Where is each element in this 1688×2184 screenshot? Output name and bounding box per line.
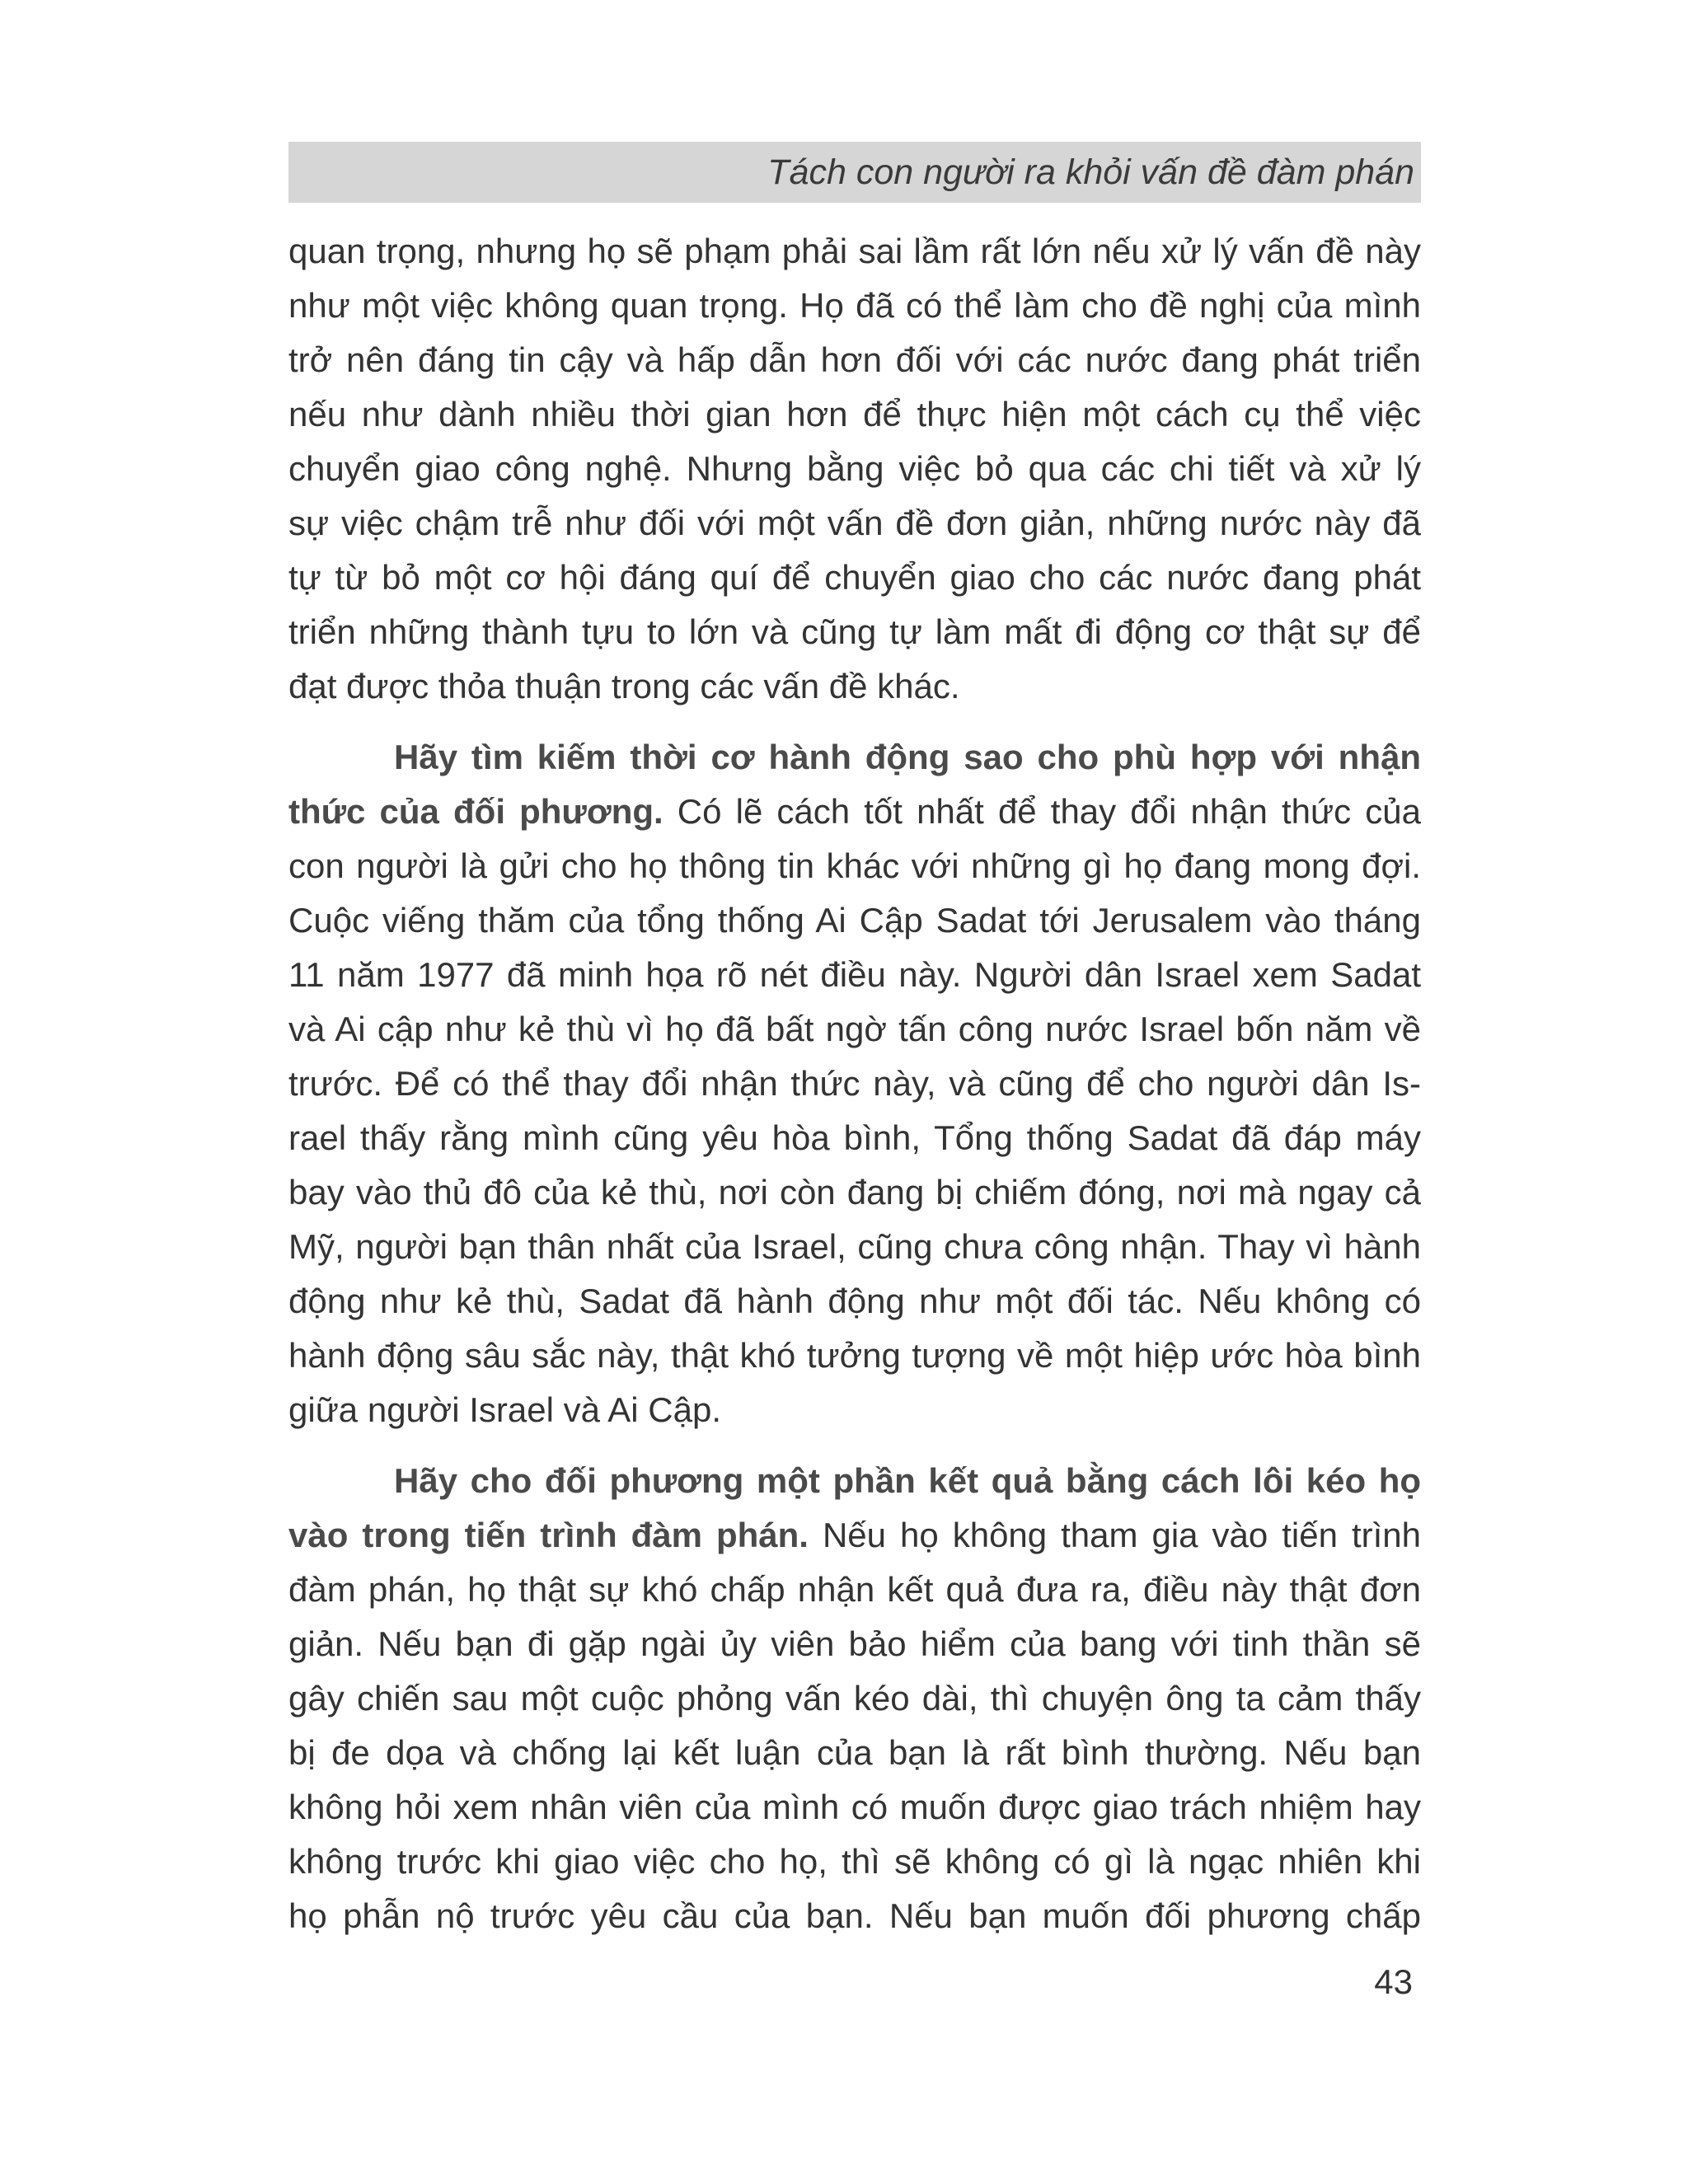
- paragraph-line: triển những thành tựu to lớn và cũng tự làm mất đi động cơ thật sự để: [288, 612, 1421, 651]
- paragraph-text: Nếu họ không tham gia vào tiến trình: [808, 1516, 1421, 1554]
- paragraph-line: [288, 1508, 1421, 1563]
- paragraph-line: họ phẫn nộ trước yêu cầu của bạn. Nếu bạn muốn đối phương chấp: [288, 1896, 1421, 1935]
- running-header: [288, 142, 1421, 203]
- body-text: [288, 224, 1421, 1943]
- paragraph-line: giản. Nếu bạn đi gặp ngài ủy viên bảo hiểm của bang với tinh thần sẽ: [288, 1624, 1421, 1663]
- paragraph-line: trở nên đáng tin cậy và hấp dẫn hơn đối với các nước đang phát triển: [288, 340, 1421, 379]
- paragraph-line: quan trọng, nhưng họ sẽ phạm phải sai lầm rất lớn nếu xử lý vấn đề này: [288, 232, 1421, 270]
- paragraph-line: đàm phán, họ thật sự khó chấp nhận kết quả đưa ra, điều này thật đơn: [288, 1570, 1421, 1609]
- paragraph-line: trước. Để có thể thay đổi nhận thức này, và cũng để cho người dân Is-: [288, 1064, 1421, 1103]
- paragraph-text: Có lẽ cách tốt nhất để thay đổi nhận thức của: [663, 792, 1421, 831]
- paragraph-gap: [288, 1437, 1421, 1454]
- paragraph-line: gây chiến sau một cuộc phỏng vấn kéo dài, thì chuyện ông ta cảm thấy: [288, 1679, 1421, 1718]
- running-header-title: Tách con người ra khỏi vấn đề đàm phán: [767, 152, 1414, 192]
- paragraph-line: bay vào thủ đô của kẻ thù, nơi còn đang bị chiếm đóng, nơi mà ngay cả: [288, 1173, 1421, 1212]
- paragraph-line: nếu như dành nhiều thời gian hơn để thực hiện một cách cụ thể việc: [288, 395, 1421, 434]
- bold-heading-line: Hãy tìm kiếm thời cơ hành động sao cho phù hợp với nhận: [394, 738, 1421, 776]
- paragraph-line: giữa người Israel và Ai Cập.: [288, 1390, 722, 1429]
- paragraph-line: chuyển giao công nghệ. Nhưng bằng việc bỏ qua các chi tiết và xử lý: [288, 449, 1421, 488]
- paragraph-line: tự từ bỏ một cơ hội đáng quí để chuyển giao cho các nước đang phát: [288, 558, 1421, 597]
- paragraph-line: không trước khi giao việc cho họ, thì sẽ không có gì là ngạc nhiên khi: [288, 1842, 1421, 1881]
- paragraph-line: sự việc chậm trễ như đối với một vấn đề đơn giản, những nước này đã: [288, 504, 1421, 542]
- paragraph-line: đạt được thỏa thuận trong các vấn đề khác.: [288, 667, 960, 705]
- paragraph-line: và Ai cập như kẻ thù vì họ đã bất ngờ tấn công nước Israel bốn năm về: [288, 1010, 1421, 1048]
- paragraph-line: hành động sâu sắc này, thật khó tưởng tượng về một hiệp ước hòa bình: [288, 1336, 1421, 1375]
- paragraph-line: con người là gửi cho họ thông tin khác với những gì họ đang mong đợi.: [288, 846, 1421, 885]
- paragraph-line: rael thấy rằng mình cũng yêu hòa bình, Tổng thống Sadat đã đáp máy: [288, 1118, 1421, 1157]
- paragraph-gap: [288, 714, 1421, 730]
- paragraph-line: bị đe dọa và chống lại kết luận của bạn là rất bình thường. Nếu bạn: [288, 1733, 1421, 1772]
- paragraph-line: Mỹ, người bạn thân nhất của Israel, cũng chưa công nhận. Thay vì hành: [288, 1227, 1421, 1266]
- paragraph-line: như một việc không quan trọng. Họ đã có thể làm cho đề nghị của mình: [288, 286, 1421, 325]
- paragraph-line: động như kẻ thù, Sadat đã hành động như một đối tác. Nếu không có: [288, 1282, 1421, 1320]
- paragraph-line: không hỏi xem nhân viên của mình có muốn được giao trách nhiệm hay: [288, 1788, 1421, 1826]
- paragraph-line: Cuộc viếng thăm của tổng thống Ai Cập Sadat tới Jerusalem vào tháng: [288, 901, 1421, 940]
- bold-heading-text: thức của đối phương.: [288, 792, 663, 831]
- bold-heading-text: vào trong tiến trình đàm phán.: [288, 1516, 809, 1554]
- paragraph-line: [288, 785, 1421, 839]
- paragraph-line: 11 năm 1977 đã minh họa rõ nét điều này. Người dân Israel xem Sadat: [288, 955, 1421, 994]
- bold-heading-line: Hãy cho đối phương một phần kết quả bằng cách lôi kéo họ: [394, 1461, 1421, 1500]
- page-number: 43: [1374, 1962, 1413, 2001]
